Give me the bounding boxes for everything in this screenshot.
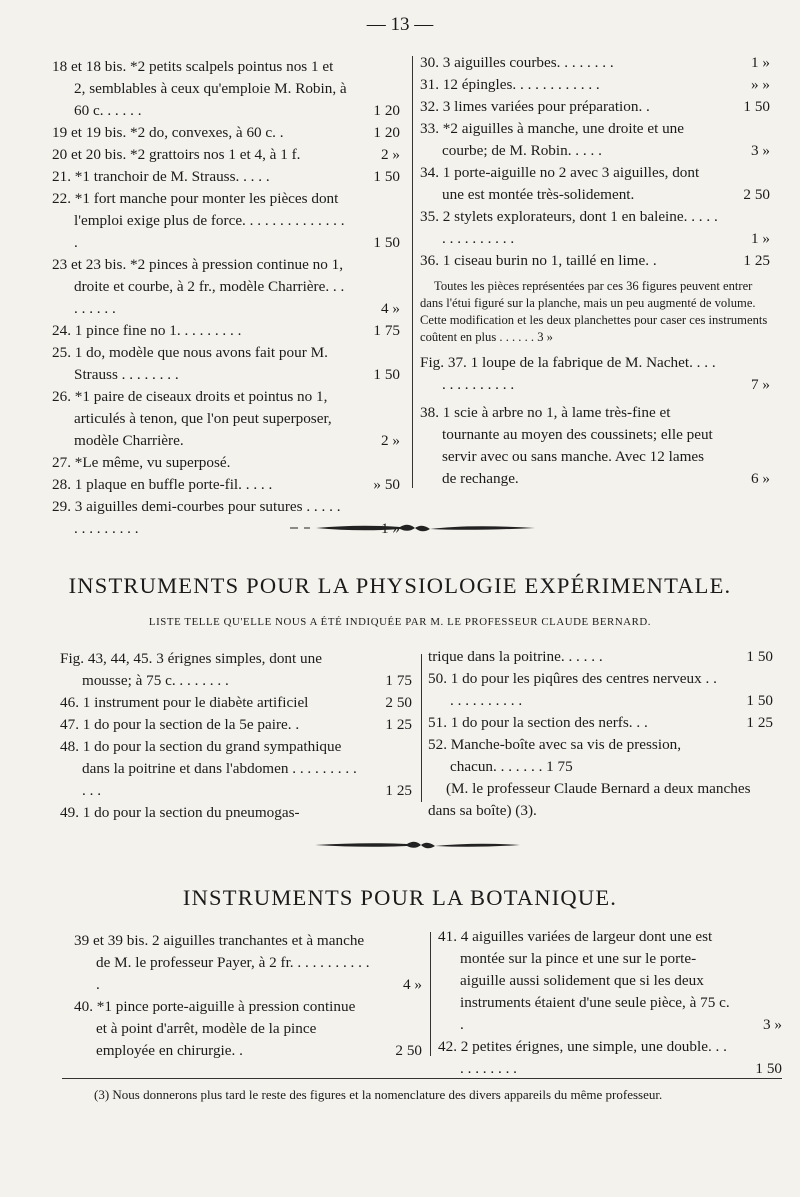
price: 1 50 — [373, 366, 400, 383]
price: 1 25 — [385, 782, 412, 799]
price: » 50 — [373, 476, 400, 493]
list-item: 21. *1 tranchoir de M. Strauss. . . . . 1 50 — [52, 166, 400, 188]
price: 1 25 — [385, 716, 412, 733]
section3-left-column — [74, 930, 422, 1062]
price: 1 25 — [746, 714, 773, 731]
list-item: 24. 1 pince fine no 1. . . . . . . . . 1 75 — [52, 320, 400, 342]
list-item: 30. 3 aiguilles courbes. . . . . . . . 1 » — [420, 52, 770, 74]
footnote-rule — [62, 1078, 782, 1079]
list-item: 48. 1 do pour la section du grand sympathique dans la poitrine et dans l'abdomen . . . . . . . . . . . . 1 25 — [60, 736, 412, 802]
price: 1 75 — [385, 672, 412, 689]
list-item: 52. Manche-boîte avec sa vis de pression, chacun. . . . . . . 1 75 — [428, 736, 682, 775]
section1-left-column — [52, 56, 400, 540]
section-title-physiology: INSTRUMENTS POUR LA PHYSIOLOGIE EXPÉRIMENTALE. — [68, 573, 732, 598]
list-item: 36. 1 ciseau burin no 1, taillé en lime. . 1 25 — [420, 250, 770, 272]
list-item: 39 et 39 bis. 2 aiguilles tranchantes et à manche de M. le professeur Payer, à 2 fr. . . . . . . . . . . . 4 » — [74, 930, 422, 996]
price: 1 50 — [746, 692, 773, 709]
list-item: 20 et 20 bis. *2 grattoirs nos 1 et 4, à 1 f. 2 » — [52, 144, 400, 166]
column-divider — [412, 56, 413, 488]
section2-right-column — [428, 646, 773, 822]
price: 1 50 — [746, 648, 773, 665]
price: 4 » — [381, 300, 400, 317]
price: 6 » — [751, 470, 770, 487]
price: 1 50 — [373, 234, 400, 251]
price: 1 20 — [373, 102, 400, 119]
list-item: 23 et 23 bis. *2 pinces à pression continue no 1, droite et courbe, à 2 fr., modèle Charrière. . . . . . . . . 4 » — [52, 254, 400, 320]
list-item: 29. 3 aiguilles demi-courbes pour sutures . . . . . . . . . . . . . . — [52, 496, 400, 540]
price: 1 50 — [755, 1060, 782, 1077]
price: 1 » — [751, 230, 770, 247]
note: Toutes les pièces représentées par ces 36 figures peuvent entrer dans l'étui figuré sur la planche, mais un peu augmenté de volume. Cette modification et les deux planchettes pour caser ces instruments coûtent en plus . . . . . . 3 » — [420, 279, 768, 344]
column-divider — [430, 932, 431, 1056]
list-item: Fig. 37. 1 loupe de la fabrique de M. Nachet. . . . . . . . . . . . . . 7 » — [420, 352, 770, 396]
price: 2 50 — [395, 1042, 422, 1059]
list-item: 25. 1 do, modèle que nous avons fait pour M. Strauss . . . . . . . . 1 50 — [52, 342, 400, 386]
price: 3 » — [751, 142, 770, 159]
price: 4 » — [403, 976, 422, 993]
price: 1 50 — [743, 98, 770, 115]
list-item: 22. *1 fort manche pour monter les pièces dont l'emploi exige plus de force. . . . . . . . . . . . . . . 1 50 — [52, 188, 400, 254]
list-item: 51. 1 do pour la section des nerfs. . . 1 25 — [428, 712, 773, 734]
list-item: 42. 2 petites érignes, une simple, une double. . . . . . . . . . . 1 50 — [438, 1036, 782, 1080]
list-item: 38. 1 scie à arbre no 1, à lame très-fine et tournante au moyen des coussinets; elle peut servir avec ou sans manche. Avec 12 lames de rechange. 6 » — [420, 402, 770, 490]
price: 1 20 — [373, 124, 400, 141]
list-item: 35. 2 stylets explorateurs, dont 1 en baleine. . . . . . . . . . . . . . . 1 » — [420, 206, 770, 250]
list-item: 40. *1 pince porte-aiguille à pression continue et à point d'arrêt, modèle de la pince employée en chirurgie. . 2 50 — [74, 996, 422, 1062]
ornament-divider — [315, 838, 525, 852]
price: 3 » — [537, 330, 553, 344]
section-title-botany: INSTRUMENTS POUR LA BOTANIQUE. — [182, 885, 618, 910]
list-item: 18 et 18 bis. *2 petits scalpels pointus nos 1 et 2, semblables à ceux qu'emploie M. Robin, à 60 c. . . . . . 1 20 — [52, 56, 400, 122]
list-item: trique dans la poitrine. . . . . . 1 50 — [428, 646, 773, 668]
list-item: 19 et 19 bis. *2 do, convexes, à 60 c. . 1 20 — [52, 122, 400, 144]
price: 1 25 — [743, 252, 770, 269]
price: 2 50 — [385, 694, 412, 711]
note: (M. le professeur Claude Bernard a deux manches dans sa boîte) (3). — [428, 780, 751, 819]
list-item: 46. 1 instrument pour le diabète artificiel 2 50 — [60, 692, 412, 714]
price: 2 » — [381, 146, 400, 163]
list-item: 27. *Le même, vu superposé. — [52, 454, 231, 471]
section3-right-column — [438, 926, 782, 1080]
ornament-divider — [290, 520, 540, 536]
list-item: 49. 1 do pour la section du pneumogas- — [60, 804, 300, 821]
list-item: 31. 12 épingles. . . . . . . . . . . . » » — [420, 74, 770, 96]
column-divider — [421, 654, 422, 802]
list-item: 26. *1 paire de ciseaux droits et pointus no 1, articulés à tenon, que l'on peut superposer, modèle Charrière. 2 » — [52, 386, 400, 452]
price: 3 » — [763, 1016, 782, 1033]
section1-right-column — [420, 52, 770, 490]
price: 1 » — [751, 54, 770, 71]
list-item: 41. 4 aiguilles variées de largeur dont une est montée sur la pince et une sur le porte-aiguille aussi solidement que si les deux instruments étaient d'une seule pièce, à 75 c. . 3 » — [438, 926, 782, 1036]
list-item: 33. *2 aiguilles à manche, une droite et une courbe; de M. Robin. . . . . 3 » — [420, 118, 770, 162]
list-item: 28. 1 plaque en buffle porte-fil. . . . . » 50 — [52, 474, 400, 496]
price: 1 50 — [373, 168, 400, 185]
price: » » — [751, 76, 770, 93]
price: 2 50 — [743, 186, 770, 203]
section-subtitle: LISTE TELLE QU'ELLE NOUS A ÉTÉ INDIQUÉE PAR M. LE PROFESSEUR CLAUDE BERNARD. — [148, 616, 652, 628]
list-item: 47. 1 do pour la section de la 5e paire. . 1 25 — [60, 714, 412, 736]
page-number: — 13 — — [366, 14, 434, 35]
list-item: 34. 1 porte-aiguille no 2 avec 3 aiguilles, dont une est montée très-solidement. 2 50 — [420, 162, 770, 206]
list-item: 50. 1 do pour les piqûres des centres nerveux . . . . . . . . . . . . 1 50 — [428, 668, 773, 712]
price: 2 » — [381, 432, 400, 449]
list-item: 32. 3 limes variées pour préparation. . 1 50 — [420, 96, 770, 118]
footnote: (3) Nous donnerons plus tard le reste des figures et la nomenclature des divers appareils du même professeur. — [94, 1087, 663, 1102]
section2-left-column — [60, 648, 412, 824]
price: 1 75 — [373, 322, 400, 339]
list-item: Fig. 43, 44, 45. 3 érignes simples, dont une mousse; à 75 c. . . . . . . . 1 75 — [60, 648, 412, 692]
price: 7 » — [751, 376, 770, 393]
